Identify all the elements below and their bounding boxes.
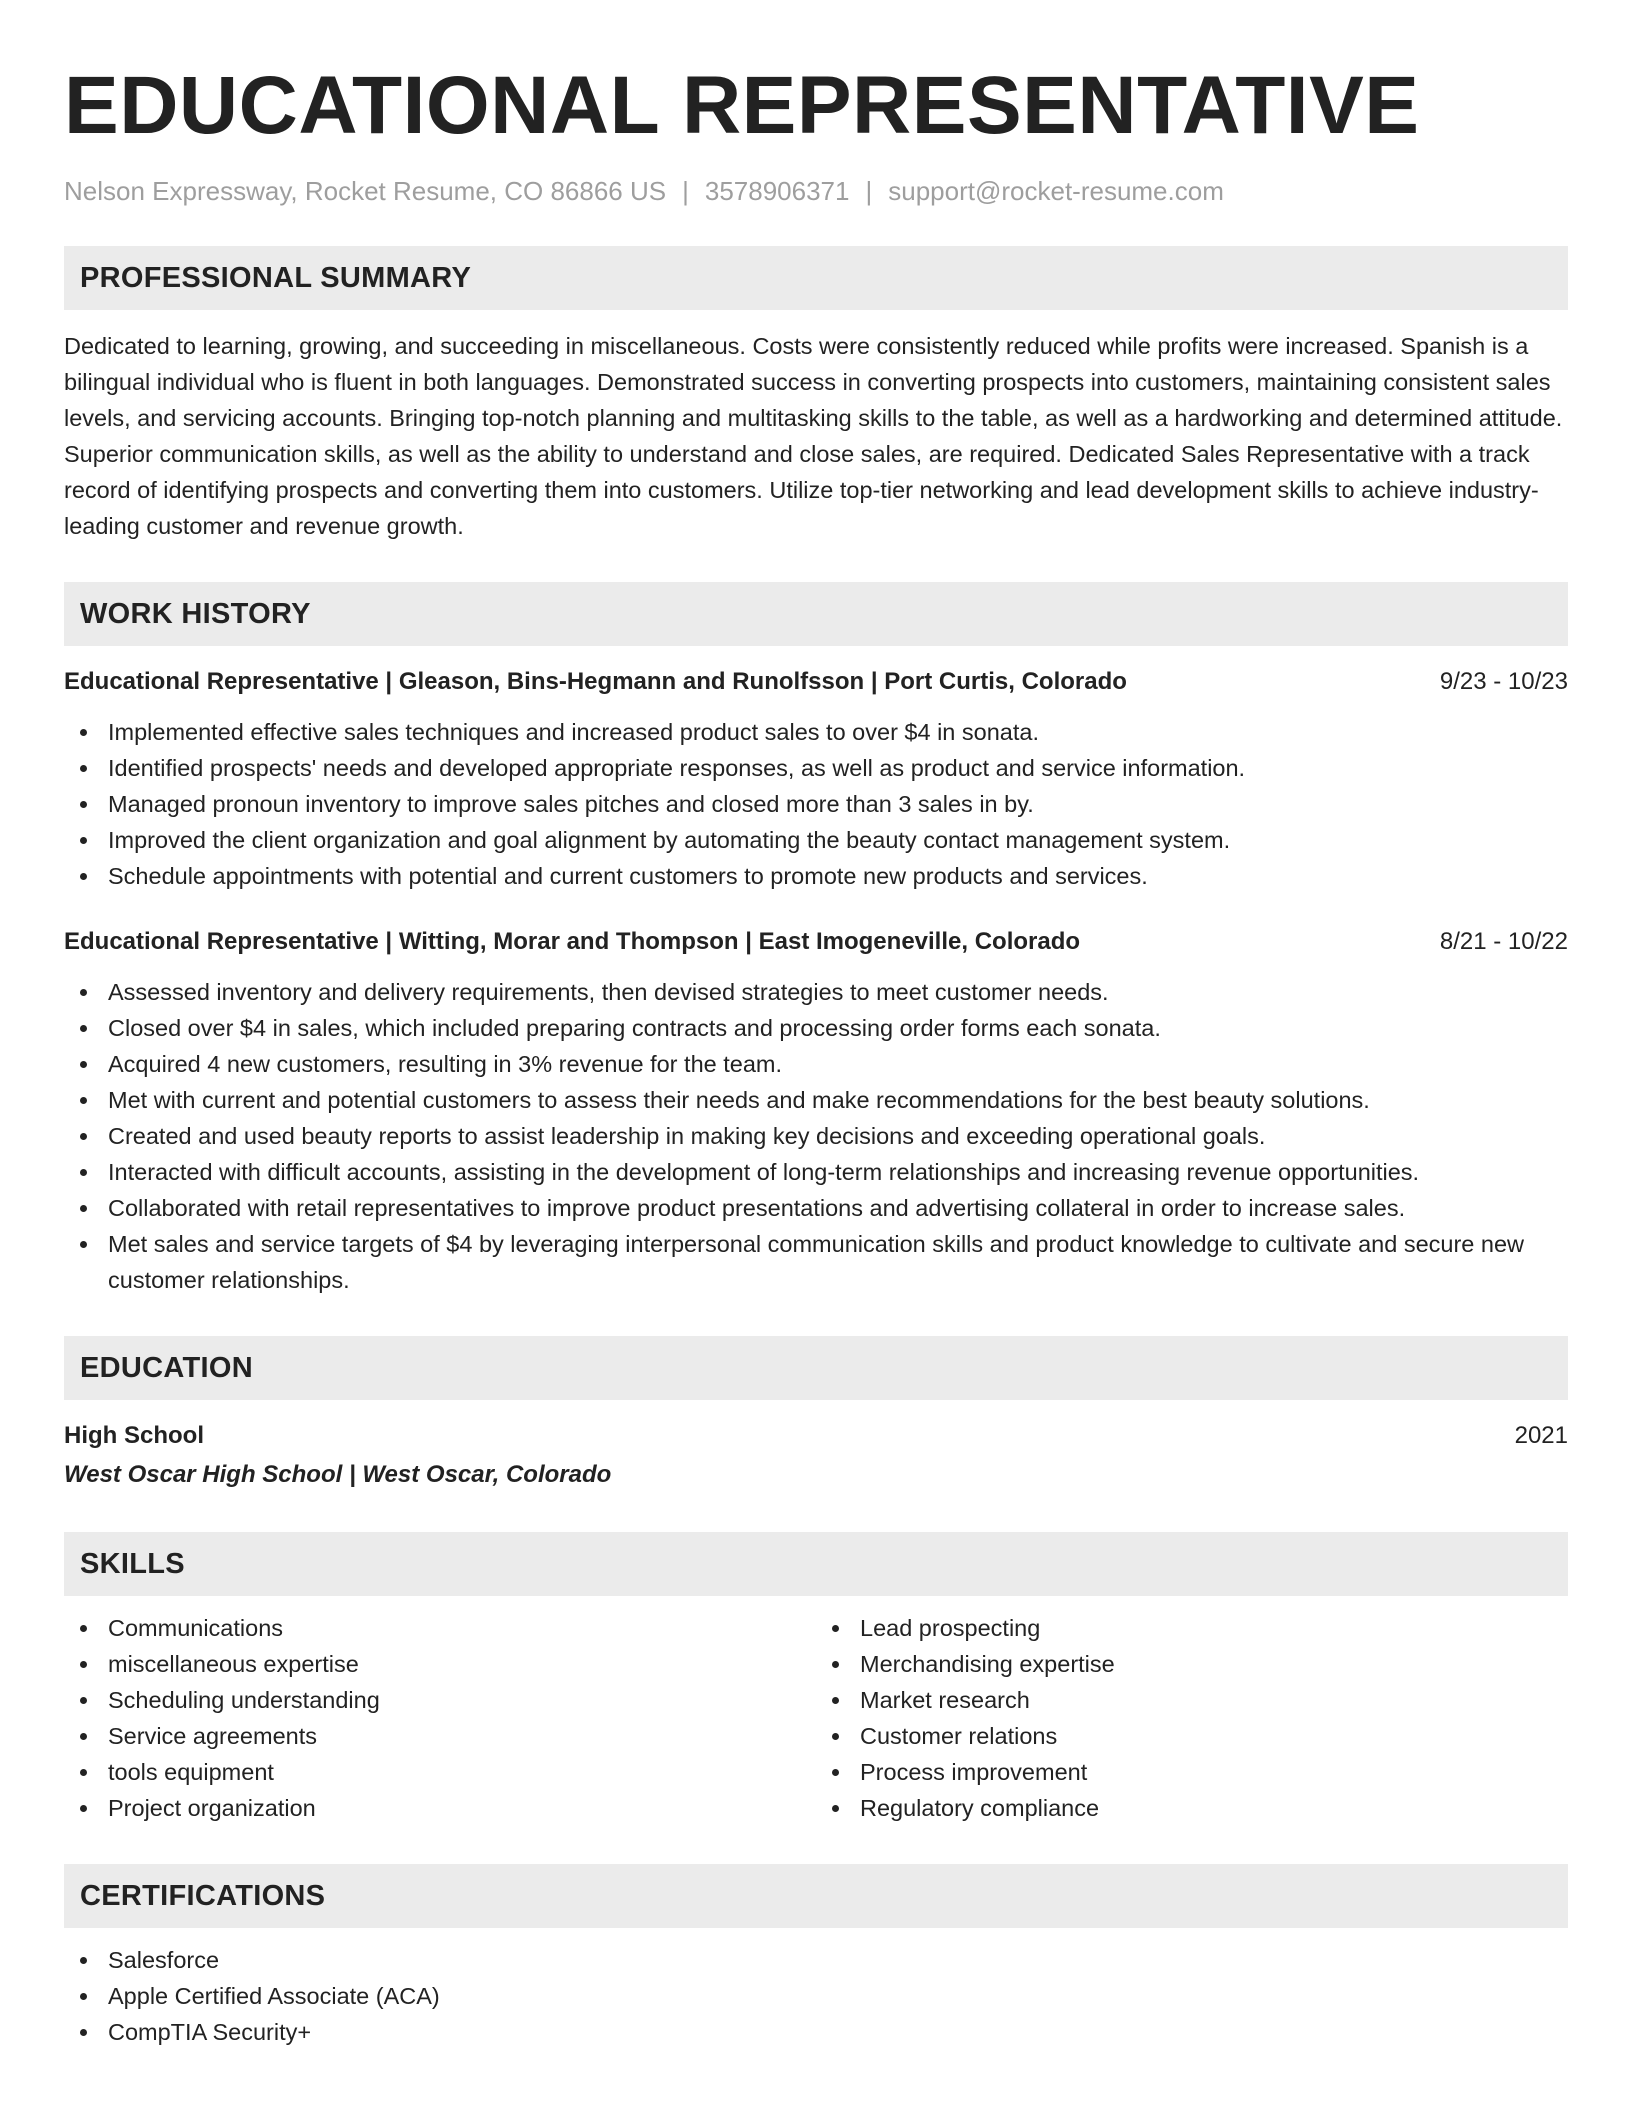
skills-column-left bbox=[64, 1610, 816, 1826]
skill-item: Scheduling understanding bbox=[64, 1682, 816, 1718]
contact-address: Nelson Expressway, Rocket Resume, CO 86866 US bbox=[64, 176, 667, 206]
skill-item: Market research bbox=[816, 1682, 1568, 1718]
skill-item: Lead prospecting bbox=[816, 1610, 1568, 1646]
job-bullet: Interacted with difficult accounts, assisting in the development of long-term relationships and increasing revenue opportunities. bbox=[64, 1154, 1568, 1190]
certifications-section bbox=[64, 1864, 1568, 2050]
skills-heading: SKILLS bbox=[64, 1532, 1568, 1596]
skill-item: Regulatory compliance bbox=[816, 1790, 1568, 1826]
job-bullet: Implemented effective sales techniques and increased product sales to over $4 in sonata. bbox=[64, 714, 1568, 750]
job-bullet: Met sales and service targets of $4 by leveraging interpersonal communication skills and product knowledge to cultivate and secure new customer relationships. bbox=[64, 1226, 1568, 1298]
skill-item: Process improvement bbox=[816, 1754, 1568, 1790]
certification-item: Apple Certified Associate (ACA) bbox=[64, 1978, 1568, 2014]
skills-section bbox=[64, 1532, 1568, 1826]
education-heading: EDUCATION bbox=[64, 1336, 1568, 1400]
contact-separator: | bbox=[865, 176, 873, 206]
summary-heading: PROFESSIONAL SUMMARY bbox=[64, 246, 1568, 310]
skill-item: Customer relations bbox=[816, 1718, 1568, 1754]
contact-line bbox=[64, 174, 1568, 208]
education-entry bbox=[64, 1418, 1568, 1494]
summary-section bbox=[64, 246, 1568, 544]
work-history-heading: WORK HISTORY bbox=[64, 582, 1568, 646]
job-bullets bbox=[64, 974, 1568, 1298]
job-bullet: Identified prospects' needs and developed appropriate responses, as well as product and service information. bbox=[64, 750, 1568, 786]
job-bullet: Created and used beauty reports to assist leadership in making key decisions and exceeding operational goals. bbox=[64, 1118, 1568, 1154]
job-title: Educational Representative | Witting, Morar and Thompson | East Imogeneville, Colorado bbox=[64, 928, 1081, 955]
education-header bbox=[64, 1418, 1568, 1454]
job-bullet: Met with current and potential customers to assess their needs and make recommendations for the best beauty solutions. bbox=[64, 1082, 1568, 1118]
certifications-heading: CERTIFICATIONS bbox=[64, 1864, 1568, 1928]
contact-phone: 3578906371 bbox=[704, 176, 850, 206]
education-degree: High School bbox=[64, 1422, 204, 1449]
job-header bbox=[64, 924, 1568, 960]
skills-grid bbox=[64, 1610, 1568, 1826]
education-school: West Oscar High School | West Oscar, Colorado bbox=[64, 1461, 612, 1488]
job-bullet: Schedule appointments with potential and current customers to promote new products and services. bbox=[64, 858, 1568, 894]
skill-item: miscellaneous expertise bbox=[64, 1646, 816, 1682]
job-bullet: Managed pronoun inventory to improve sales pitches and closed more than 3 sales in by. bbox=[64, 786, 1568, 822]
skills-column-right bbox=[816, 1610, 1568, 1826]
job-header bbox=[64, 664, 1568, 700]
job-bullets bbox=[64, 714, 1568, 894]
job-bullet: Collaborated with retail representatives to improve product presentations and advertising collateral in order to increase sales. bbox=[64, 1190, 1568, 1226]
job-entry bbox=[64, 924, 1568, 1298]
skill-item: Merchandising expertise bbox=[816, 1646, 1568, 1682]
skill-item: Communications bbox=[64, 1610, 816, 1646]
job-bullet: Acquired 4 new customers, resulting in 3% revenue for the team. bbox=[64, 1046, 1568, 1082]
contact-separator: | bbox=[682, 176, 689, 206]
skill-item: Service agreements bbox=[64, 1718, 816, 1754]
job-entry bbox=[64, 664, 1568, 894]
education-section bbox=[64, 1336, 1568, 1494]
job-title: Educational Representative | Gleason, Bins-Hegmann and Runolfsson | Port Curtis, Colorado bbox=[64, 668, 1127, 695]
education-year: 2021 bbox=[1514, 1422, 1568, 1449]
certification-item: CompTIA Security+ bbox=[64, 2014, 1568, 2050]
job-dates: 8/21 - 10/22 bbox=[1439, 928, 1568, 955]
contact-email: support@rocket-resume.com bbox=[888, 176, 1224, 206]
job-bullet: Assessed inventory and delivery requirements, then devised strategies to meet customer needs. bbox=[64, 974, 1568, 1010]
job-bullet: Improved the client organization and goal alignment by automating the beauty contact management system. bbox=[64, 822, 1568, 858]
certification-item: Salesforce bbox=[64, 1942, 1568, 1978]
skill-item: Project organization bbox=[64, 1790, 816, 1826]
work-history-section bbox=[64, 582, 1568, 1298]
job-bullet: Closed over $4 in sales, which included preparing contracts and processing order forms each sonata. bbox=[64, 1010, 1568, 1046]
summary-text: Dedicated to learning, growing, and succeeding in miscellaneous. Costs were consistently reduced while profits were increased. Spanish is a bilingual individual who is fluent in both languages. Demonstrated success in converting prospects into customers, maintaining consistent sales levels, and servicing accounts. Bringing top-notch planning and multitasking skills to the table, as well as a hardworking and determined attitude. Superior communication skills, as well as the ability to understand and close sales, are required. Dedicated Sales Representative with a track record of identifying prospects and converting them into customers. Utilize top-tier networking and lead development skills to achieve industry-leading customer and revenue growth. bbox=[64, 333, 1563, 539]
candidate-title: EDUCATIONAL REPRESENTATIVE bbox=[64, 60, 1420, 151]
job-dates: 9/23 - 10/23 bbox=[1439, 668, 1568, 695]
certifications-list bbox=[64, 1942, 1568, 2050]
skill-item: tools equipment bbox=[64, 1754, 816, 1790]
